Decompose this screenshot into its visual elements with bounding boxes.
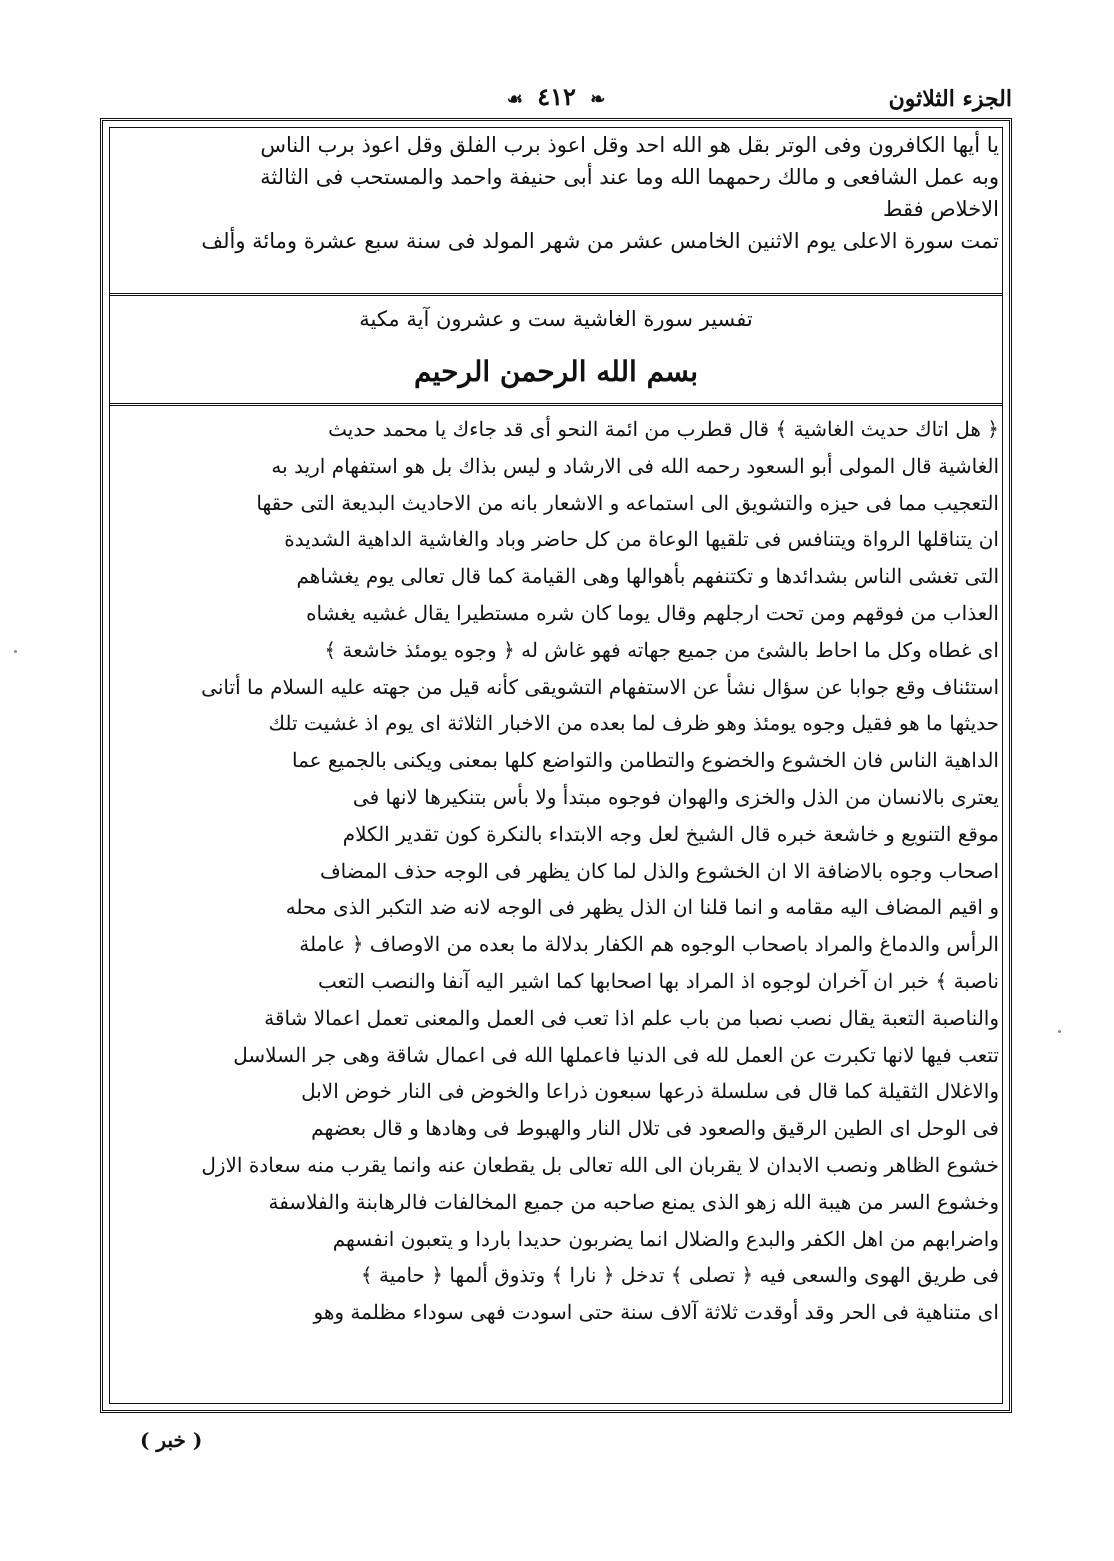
text-line: تتعب فيها لانها تكبرت عن العمل لله فى الدنيا فاعملها الله فى اعمال شاقة وهى جر السلاسل (233, 1042, 999, 1067)
text-line: حديثها ما هو فقيل وجوه يومئذ وهو ظرف لما بعده من الاخبار الثلاثة اى يوم اذ غشيت تلك (268, 711, 999, 736)
text-line: التعجيب مما فى حيزه والتشويق الى استماعه و الاشعار بانه من الاحاديث البديعة التى حقها (256, 490, 999, 515)
catchword: ( خبر ) (140, 1428, 203, 1452)
commentary-body (113, 411, 999, 1331)
text-line: يعترى بالانسان من الذل والخزى والهوان فوجوه مبتدأ ولا بأس بتنكيرها لانها فى (352, 784, 999, 809)
text-line: اى غطاه وكل ما احاط بالشئ من جميع جهاته فهو غاش له ﴿ وجوه يومئذ خاشعة ﴾ (324, 637, 999, 662)
text-line: والاغلال الثقيلة كما قال فى سلسلة ذرعها سبعون ذراعا والخوض فى النار خوض الابل (301, 1079, 999, 1104)
ornament-right-icon: ☙ (506, 89, 523, 110)
text-line: ناصبة ﴾ خبر ان آخران لوجوه اذ المراد بها اصحابها كما اشير اليه آنفا والنصب التعب (317, 968, 999, 993)
basmala: بسم الله الرحمن الرحيم (414, 355, 698, 388)
text-line: الداهية الناس فان الخشوع والخضوع والتطامن والتواضع كلها بمعنى ويكنى بالجميع عما (291, 748, 999, 773)
text-line: ان يتناقلها الرواة ويتنافس فى تلقيها الوعاة من كل حاضر وباد والغاشية الداهية الشديدة (284, 527, 999, 552)
text-line: اصحاب وجوه بالاضافة الا ان الخشوع والذل لما كان يظهر فى الوجه حذف المضاف (319, 858, 999, 883)
text-line: وبه عمل الشافعى و مالك رحمهما الله وما عند أبى حنيفة واحمد والمستحب فى الثالثة (260, 165, 999, 189)
text-line: و اقيم المضاف اليه مقامه و انما قلنا ان الذل يظهر فى الوجه لانه ضد التكبر الذى محله (285, 895, 999, 920)
text-line: خشوع الظاهر ونصب الابدان لا يقربان الى الله تعالى بل يقطعان عنه وانما يقرب منه سعادة الازل (201, 1152, 999, 1177)
page-header (100, 80, 1012, 120)
text-line: اى متناهية فى الحر وقد أوقدت ثلاثة آلاف سنة حتى اسودت فهى سوداء مظلمة وهو (313, 1300, 999, 1325)
juz-title: الجزء الثلاثون (888, 86, 1012, 112)
ornament-left-icon: ❧ (590, 89, 606, 110)
section-divider (109, 403, 1003, 406)
text-line: فى الوحل اى الطين الرقيق والصعود فى تلال النار والهبوط فى وهادها و قال بعضهم (311, 1116, 999, 1141)
page-number: ٤١٢ (537, 82, 576, 111)
text-line: الاخلاص فقط (883, 197, 999, 221)
text-frame (100, 118, 1012, 1413)
scan-speck (1058, 1030, 1061, 1033)
text-line: التى تغشى الناس بشدائدها و تكتنفهم بأهوالها وهى القيامة كما قال تعالى يوم يغشاهم (296, 564, 999, 589)
text-line: الغاشية قال المولى أبو السعود رحمه الله فى الارشاد و ليس بذاك بل هو استفهام اريد به (271, 453, 999, 478)
text-line: فى طريق الهوى والسعى فيه ﴿ تصلى ﴾ تدخل ﴿ نارا ﴾ وتذوق ألمها ﴿ حامية ﴾ (360, 1263, 999, 1288)
colophon-line: تمت سورة الاعلى يوم الاثنين الخامس عشر من شهر المولد فى سنة سبع عشرة ومائة وألف (201, 229, 999, 253)
text-line: وخشوع السر من هيبة الله زهو الذى يمنع صاحبه من جميع المخالفات فالرهابنة والفلاسفة (268, 1189, 999, 1214)
text-line: العذاب من فوقهم ومن تحت ارجلهم وقال يوما كان شره مستطيرا يقال غشيه يغشاه (306, 600, 999, 625)
text-line: واضرابهم من اهل الكفر والبدع والضلال انما يضربون حديدا باردا و يتعبون انفسهم (332, 1226, 999, 1251)
page-number-block (501, 82, 612, 111)
text-line: الرأس والدماغ والمراد باصحاب الوجوه هم الكفار بدلالة ما بعده من الاوصاف ﴿ عاملة (299, 932, 999, 957)
text-line: استئناف وقع جوابا عن سؤال نشأ عن الاستفهام التشويقى كأنه قيل من جهته عليه السلام ما أتانى (201, 674, 999, 699)
text-line: موقع التنويع و خاشعة خبره قال الشيخ لعل وجه الابتداء بالنكرة كون تقدير الكلام (342, 821, 999, 846)
text-line: ﴿ هل اتاك حديث الغاشية ﴾ قال قطرب من ائمة النحو أى قد جاءك يا محمد حديث (328, 417, 999, 441)
text-line: يا أيها الكافرون وفى الوتر بقل هو الله احد وقل اعوذ برب الفلق وقل اعوذ برب الناس (260, 133, 999, 157)
section-divider (109, 293, 1003, 296)
previous-surah-ending (113, 129, 999, 257)
surah-title: تفسير سورة الغاشية ست و عشرون آية مكية (359, 307, 753, 331)
text-line: والناصبة التعبة يقال نصب نصبا من باب علم اذا تعب فى العمل والمعنى تعمل اعمالا شاقة (264, 1005, 999, 1030)
scan-speck (14, 650, 17, 653)
